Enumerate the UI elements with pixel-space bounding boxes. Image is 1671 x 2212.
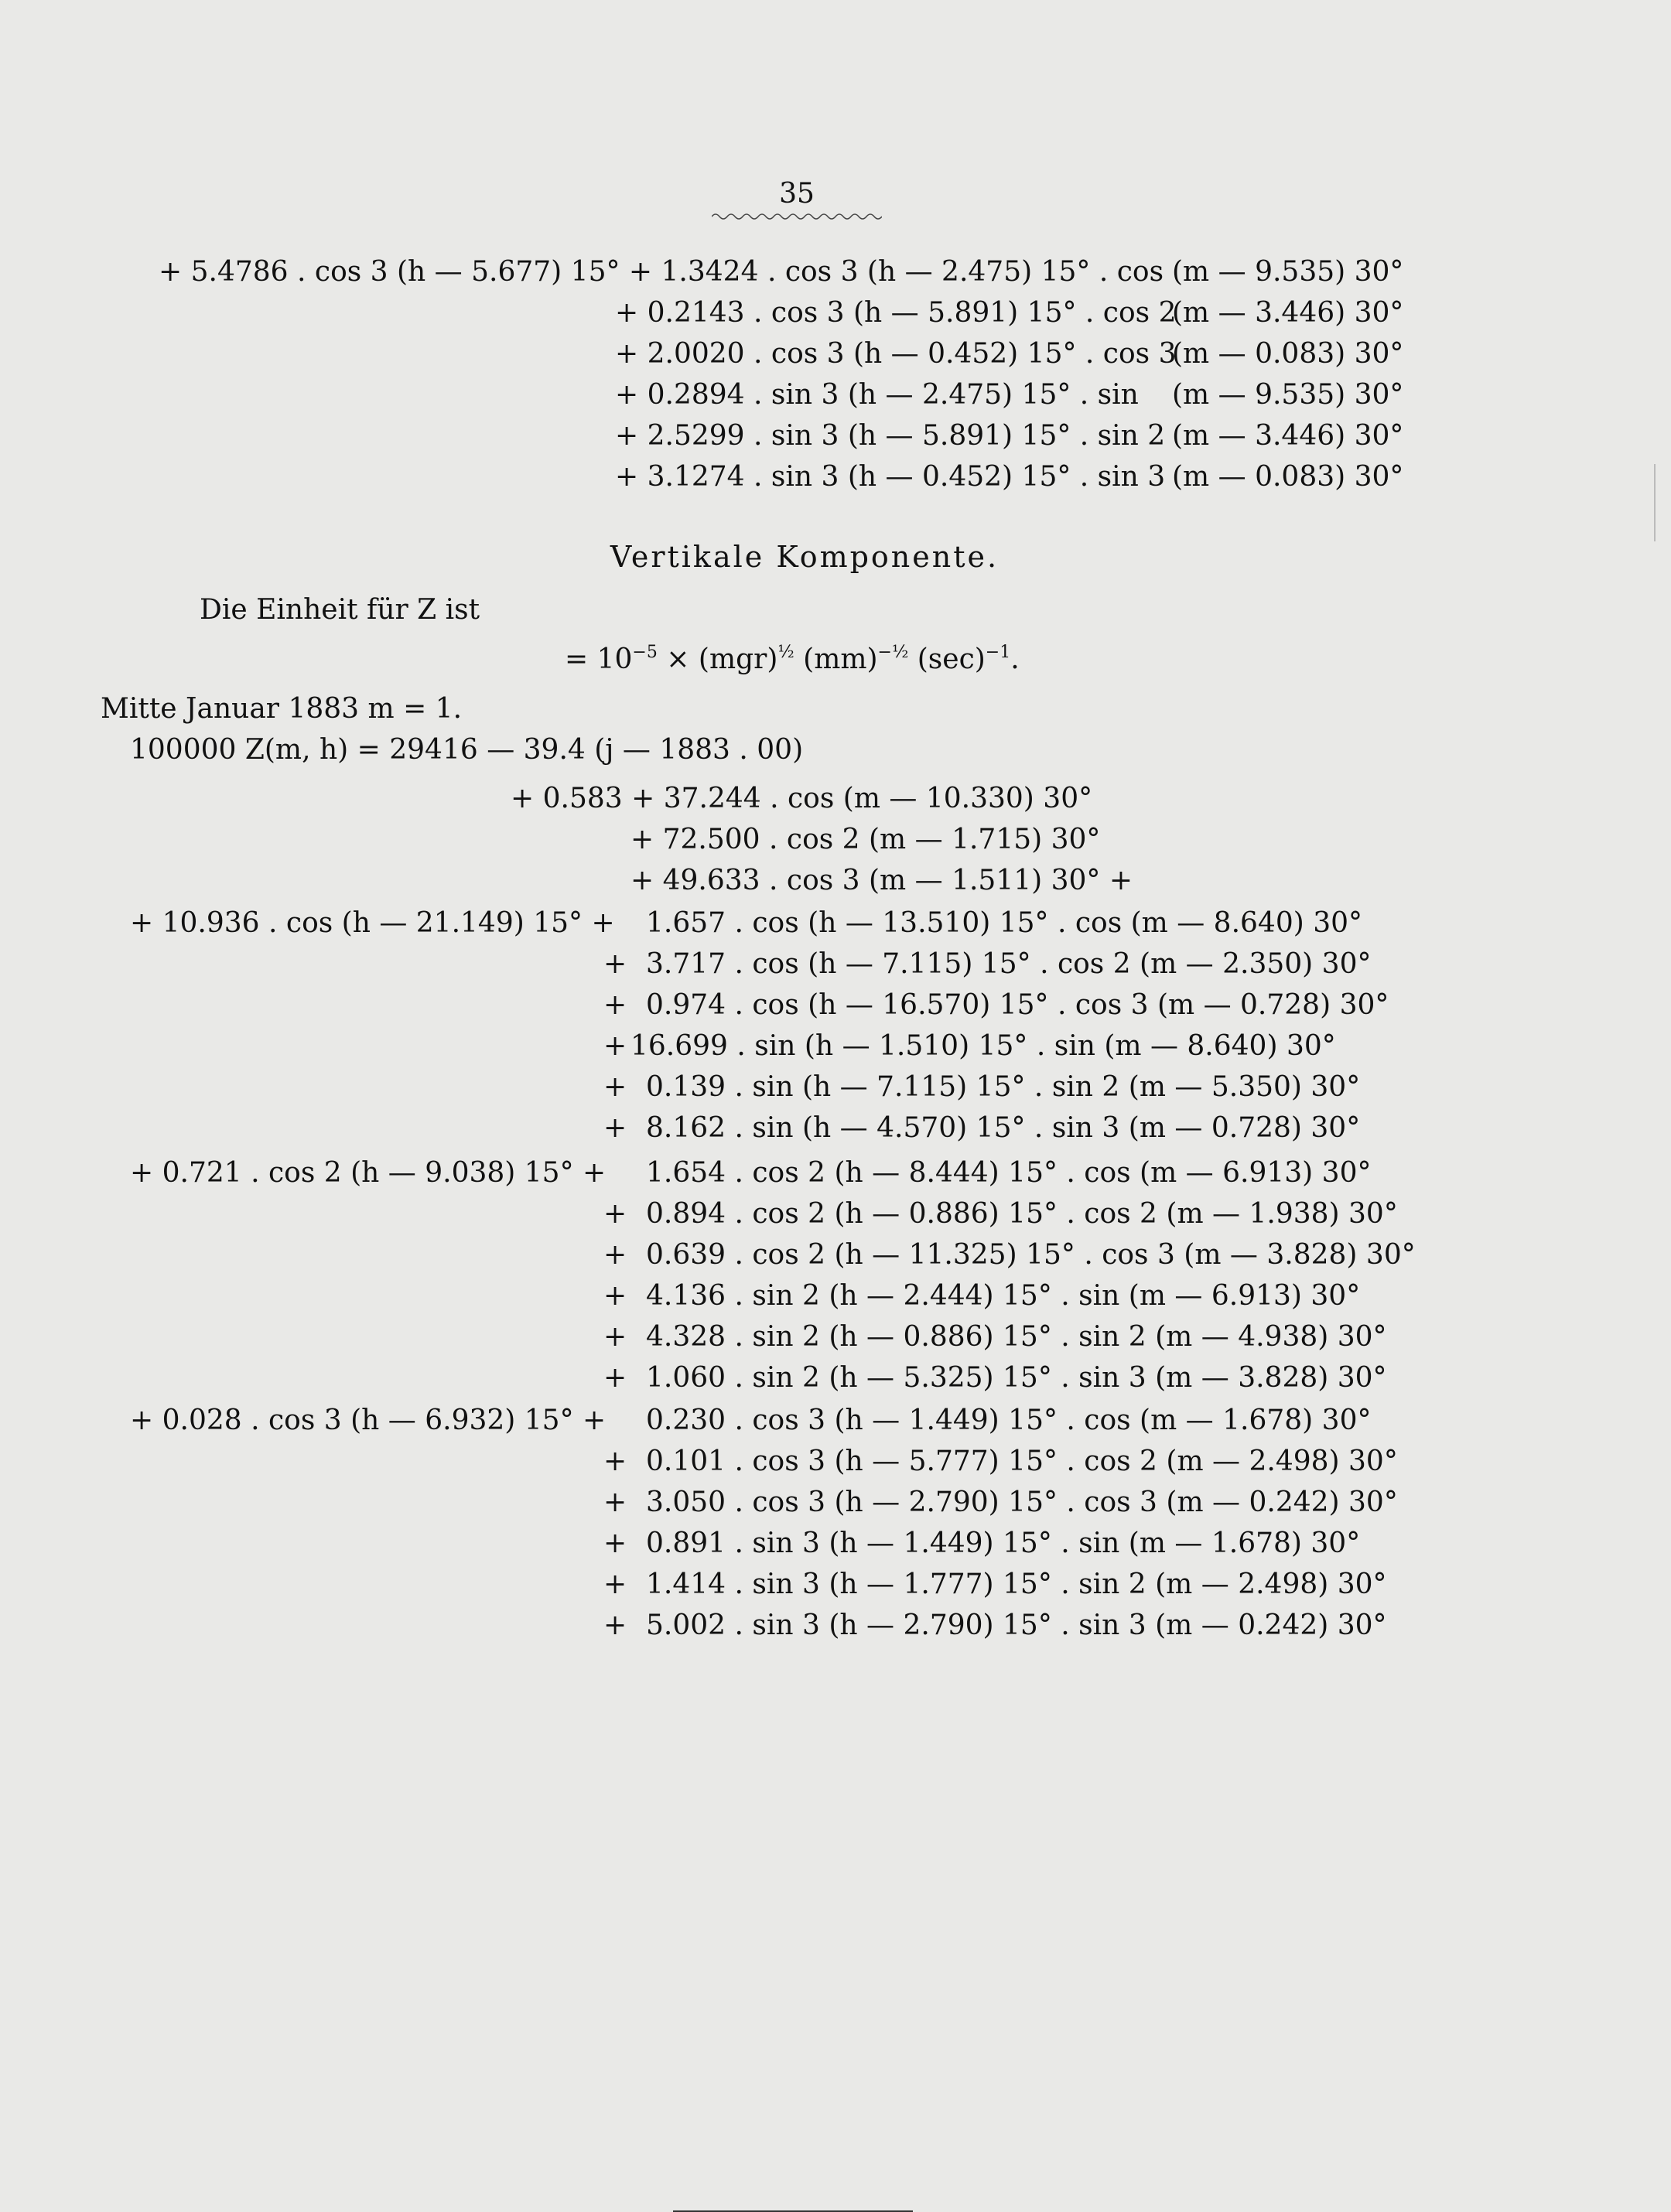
constant-term-1: + 0.583 + 37.244 . cos (m — 10.330) 30° [511,783,1093,814]
term-line: 0.101 . cos 3 (h — 5.777) 15° . cos 2 (m — 2.498) 30° [646,1446,1398,1477]
term-line: 0.230 . cos 3 (h — 1.449) 15° . cos (m — 1.678) 30° [646,1405,1372,1436]
term-line: 3.717 . cos (h — 7.115) 15° . cos 2 (m — 2.350) 30° [646,948,1372,980]
term-line: 1.654 . cos 2 (h — 8.444) 15° . cos (m — 6.913) 30° [646,1157,1372,1189]
term-line: 0.891 . sin 3 (h — 1.449) 15° . sin (m — 1.678) 30° [646,1528,1361,1559]
term-line: 4.328 . sin 2 (h — 0.886) 15° . sin 2 (m — 4.938) 30° [646,1321,1387,1353]
term-line: 0.894 . cos 2 (h — 0.886) 15° . cos 2 (m — 1.938) 30° [646,1198,1398,1230]
plus-sign: + [603,1030,627,1062]
term-line: 1.414 . sin 3 (h — 1.777) 15° . sin 2 (m — 2.498) 30° [646,1569,1387,1600]
term-line: 0.639 . cos 2 (h — 11.325) 15° . cos 3 (m — 3.828) 30° [646,1239,1416,1271]
term-line: 0.974 . cos (h — 16.570) 15° . cos 3 (m — 0.728) 30° [646,989,1389,1021]
term-line: 16.699 . sin (h — 1.510) 15° . sin (m — 8.640) 30° [630,1030,1336,1062]
constant-term-2: + 72.500 . cos 2 (m — 1.715) 30° [630,824,1101,855]
unit-intro: Die Einheit für Z ist [200,594,480,626]
group-lead: + 10.936 . cos (h — 21.149) 15° + [130,907,615,939]
term-line: 8.162 . sin (h — 4.570) 15° . sin 3 (m — 0.728) 30° [646,1112,1361,1144]
plus-sign: + [603,1112,627,1144]
plus-sign: + [603,1239,627,1271]
hc-line-1: + 5.4786 . cos 3 (h — 5.677) 15° + 1.3424 . cos 3 (h — 2.475) 15° . cos (m — 9.535) 30° [159,256,1404,288]
section-title: Vertikale Komponente. [610,540,1000,574]
page-number: 35 [779,178,815,210]
term-line: 1.060 . sin 2 (h — 5.325) 15° . sin 3 (m — 3.828) 30° [646,1362,1387,1394]
plus-sign: + [603,1569,627,1600]
plus-sign: + [603,1198,627,1230]
plus-sign: + [603,1362,627,1394]
main-formula: 100000 Z(m, h) = 29416 — 39.4 (j — 1883 . 00) [130,734,804,766]
plus-sign: + [603,1487,627,1518]
term-line: 4.136 . sin 2 (h — 2.444) 15° . sin (m — 6.913) 30° [646,1280,1361,1312]
term-line: 3.050 . cos 3 (h — 2.790) 15° . cos 3 (m — 0.242) 30° [646,1487,1398,1518]
hc-line-4: + 0.2894 . sin 3 (h — 2.475) 15° . sin (m — 9.535) 30° [615,379,1404,411]
unit-formula: = $10^{-5} \times (mgr)^{\frac{1}{2}}$ (mm)$^{-\frac{1}{2}}$ $(\sec)^{-1}$. [565,643,1020,675]
plus-sign: + [603,1071,627,1103]
hc-line-2: + 0.2143 . cos 3 (h — 5.891) 15° . cos 2 (m — 3.446) 30° [615,297,1404,329]
group-lead: + 0.028 . cos 3 (h — 6.932) 15° + [130,1405,607,1436]
page-edge-mark [1654,464,1656,541]
plus-sign: + [603,948,627,980]
plus-sign: + [603,1610,627,1641]
plus-sign: + [603,1321,627,1353]
constant-term-3: + 49.633 . cos 3 (m — 1.511) 30° + [630,865,1133,896]
hc-line-6: + 3.1274 . sin 3 (h — 0.452) 15° . sin 3 (m — 0.083) 30° [615,461,1404,493]
plus-sign: + [603,1446,627,1477]
epoch-line: Mitte Januar 1883 m = 1. [101,693,463,725]
plus-sign: + [603,1528,627,1559]
term-line: 5.002 . sin 3 (h — 2.790) 15° . sin 3 (m — 0.242) 30° [646,1610,1387,1641]
hc-line-3: + 2.0020 . cos 3 (h — 0.452) 15° . cos 3 (m — 0.083) 30° [615,338,1404,370]
group-lead: + 0.721 . cos 2 (h — 9.038) 15° + [130,1157,607,1189]
term-line: 0.139 . sin (h — 7.115) 15° . sin 2 (m — 5.350) 30° [646,1071,1361,1103]
term-line: 1.657 . cos (h — 13.510) 15° . cos (m — 8.640) 30° [646,907,1363,939]
plus-sign: + [603,989,627,1021]
wavy-underline-ornament [712,212,882,221]
plus-sign: + [603,1280,627,1312]
hc-line-5: + 2.5299 . sin 3 (h — 5.891) 15° . sin 2 (m — 3.446) 30° [615,420,1404,452]
